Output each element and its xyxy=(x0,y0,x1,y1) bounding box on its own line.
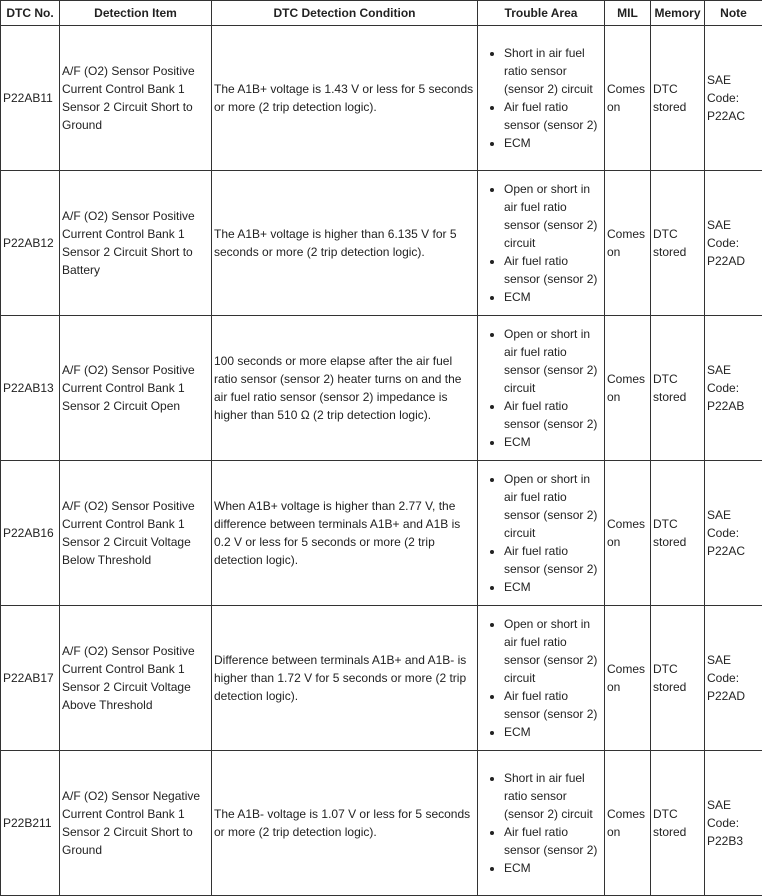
note-cell: SAE Code: P22B3 xyxy=(705,751,762,896)
header-mil: MIL xyxy=(605,1,651,26)
condition-cell: When A1B+ voltage is higher than 2.77 V, the difference between terminals A1B+ and A1B is 0.2 V or less for 5 seconds or more (2 trip detection logic). xyxy=(212,461,478,606)
trouble-area-item: • ECM xyxy=(504,433,602,451)
condition-cell: The A1B- voltage is 1.07 V or less for 5 seconds or more (2 trip detection logic). xyxy=(212,751,478,896)
trouble-area-list xyxy=(480,180,602,306)
memory-cell: DTC stored xyxy=(651,606,705,751)
mil-cell: Comes on xyxy=(605,171,651,316)
condition-cell: The A1B+ voltage is higher than 6.135 V for 5 seconds or more (2 trip detection logic). xyxy=(212,171,478,316)
trouble-area-list xyxy=(480,325,602,451)
trouble-area-item: • Open or short in air fuel ratio sensor (sensor 2) circuit xyxy=(504,325,602,397)
detection-item-cell: A/F (O2) Sensor Negative Current Control Bank 1 Sensor 2 Circuit Short to Ground xyxy=(60,751,212,896)
condition-cell: The A1B+ voltage is 1.43 V or less for 5 seconds or more (2 trip detection logic). xyxy=(212,26,478,171)
detection-item-cell: A/F (O2) Sensor Positive Current Control Bank 1 Sensor 2 Circuit Open xyxy=(60,316,212,461)
trouble-area-cell xyxy=(478,751,605,896)
trouble-area-cell xyxy=(478,171,605,316)
dtc-number-cell: P22AB17 xyxy=(1,606,60,751)
trouble-area-item: • Short in air fuel ratio sensor (sensor 2) circuit xyxy=(504,44,602,98)
condition-cell: 100 seconds or more elapse after the air fuel ratio sensor (sensor 2) heater turns on and the air fuel ratio sensor (sensor 2) impedance is higher than 510 Ω (2 trip detection logic). xyxy=(212,316,478,461)
memory-cell: DTC stored xyxy=(651,461,705,606)
detection-item-cell: A/F (O2) Sensor Positive Current Control Bank 1 Sensor 2 Circuit Short to Battery xyxy=(60,171,212,316)
table-row xyxy=(1,751,762,896)
note-cell: SAE Code: P22AC xyxy=(705,26,762,171)
header-detection-item: Detection Item xyxy=(60,1,212,26)
dtc-number-cell: P22AB11 xyxy=(1,26,60,171)
mil-cell: Comes on xyxy=(605,606,651,751)
memory-cell: DTC stored xyxy=(651,751,705,896)
note-cell: SAE Code: P22AB xyxy=(705,316,762,461)
header-dtc-no: DTC No. xyxy=(1,1,60,26)
table-row xyxy=(1,171,762,316)
note-cell: SAE Code: P22AC xyxy=(705,461,762,606)
trouble-area-item: • Air fuel ratio sensor (sensor 2) xyxy=(504,823,602,859)
detection-item-cell: A/F (O2) Sensor Positive Current Control Bank 1 Sensor 2 Circuit Short to Ground xyxy=(60,26,212,171)
dtc-number-cell: P22AB13 xyxy=(1,316,60,461)
detection-item-cell: A/F (O2) Sensor Positive Current Control Bank 1 Sensor 2 Circuit Voltage Above Threshold xyxy=(60,606,212,751)
mil-cell: Comes on xyxy=(605,461,651,606)
note-cell: SAE Code: P22AD xyxy=(705,171,762,316)
dtc-number-cell: P22AB16 xyxy=(1,461,60,606)
header-trouble-area: Trouble Area xyxy=(478,1,605,26)
dtc-number-cell: P22B211 xyxy=(1,751,60,896)
trouble-area-item: • Air fuel ratio sensor (sensor 2) xyxy=(504,252,602,288)
memory-cell: DTC stored xyxy=(651,316,705,461)
trouble-area-item: • Short in air fuel ratio sensor (sensor 2) circuit xyxy=(504,769,602,823)
dtc-number-cell: P22AB12 xyxy=(1,171,60,316)
trouble-area-item: • Open or short in air fuel ratio sensor (sensor 2) circuit xyxy=(504,470,602,542)
trouble-area-cell xyxy=(478,26,605,171)
trouble-area-item: • Open or short in air fuel ratio sensor (sensor 2) circuit xyxy=(504,615,602,687)
trouble-area-cell xyxy=(478,606,605,751)
header-note: Note xyxy=(705,1,762,26)
trouble-area-cell xyxy=(478,461,605,606)
trouble-area-item: • ECM xyxy=(504,859,602,877)
trouble-area-list xyxy=(480,470,602,596)
table-row xyxy=(1,606,762,751)
header-row xyxy=(1,1,762,26)
trouble-area-item: • ECM xyxy=(504,288,602,306)
table-row xyxy=(1,26,762,171)
trouble-area-list xyxy=(480,615,602,741)
memory-cell: DTC stored xyxy=(651,171,705,316)
trouble-area-item: • Air fuel ratio sensor (sensor 2) xyxy=(504,397,602,433)
trouble-area-item: • Air fuel ratio sensor (sensor 2) xyxy=(504,542,602,578)
header-condition: DTC Detection Condition xyxy=(212,1,478,26)
mil-cell: Comes on xyxy=(605,316,651,461)
trouble-area-cell xyxy=(478,316,605,461)
trouble-area-item: • ECM xyxy=(504,578,602,596)
table-row xyxy=(1,461,762,606)
trouble-area-list xyxy=(480,769,602,877)
mil-cell: Comes on xyxy=(605,751,651,896)
mil-cell: Comes on xyxy=(605,26,651,171)
trouble-area-item: • Open or short in air fuel ratio sensor (sensor 2) circuit xyxy=(504,180,602,252)
table-body xyxy=(1,26,762,896)
header-memory: Memory xyxy=(651,1,705,26)
detection-item-cell: A/F (O2) Sensor Positive Current Control Bank 1 Sensor 2 Circuit Voltage Below Threshold xyxy=(60,461,212,606)
trouble-area-item: • ECM xyxy=(504,723,602,741)
condition-cell: Difference between terminals A1B+ and A1B- is higher than 1.72 V for 5 seconds or more (2 trip detection logic). xyxy=(212,606,478,751)
table-row xyxy=(1,316,762,461)
trouble-area-item: • Air fuel ratio sensor (sensor 2) xyxy=(504,98,602,134)
memory-cell: DTC stored xyxy=(651,26,705,171)
trouble-area-list xyxy=(480,44,602,152)
trouble-area-item: • ECM xyxy=(504,134,602,152)
trouble-area-item: • Air fuel ratio sensor (sensor 2) xyxy=(504,687,602,723)
note-cell: SAE Code: P22AD xyxy=(705,606,762,751)
